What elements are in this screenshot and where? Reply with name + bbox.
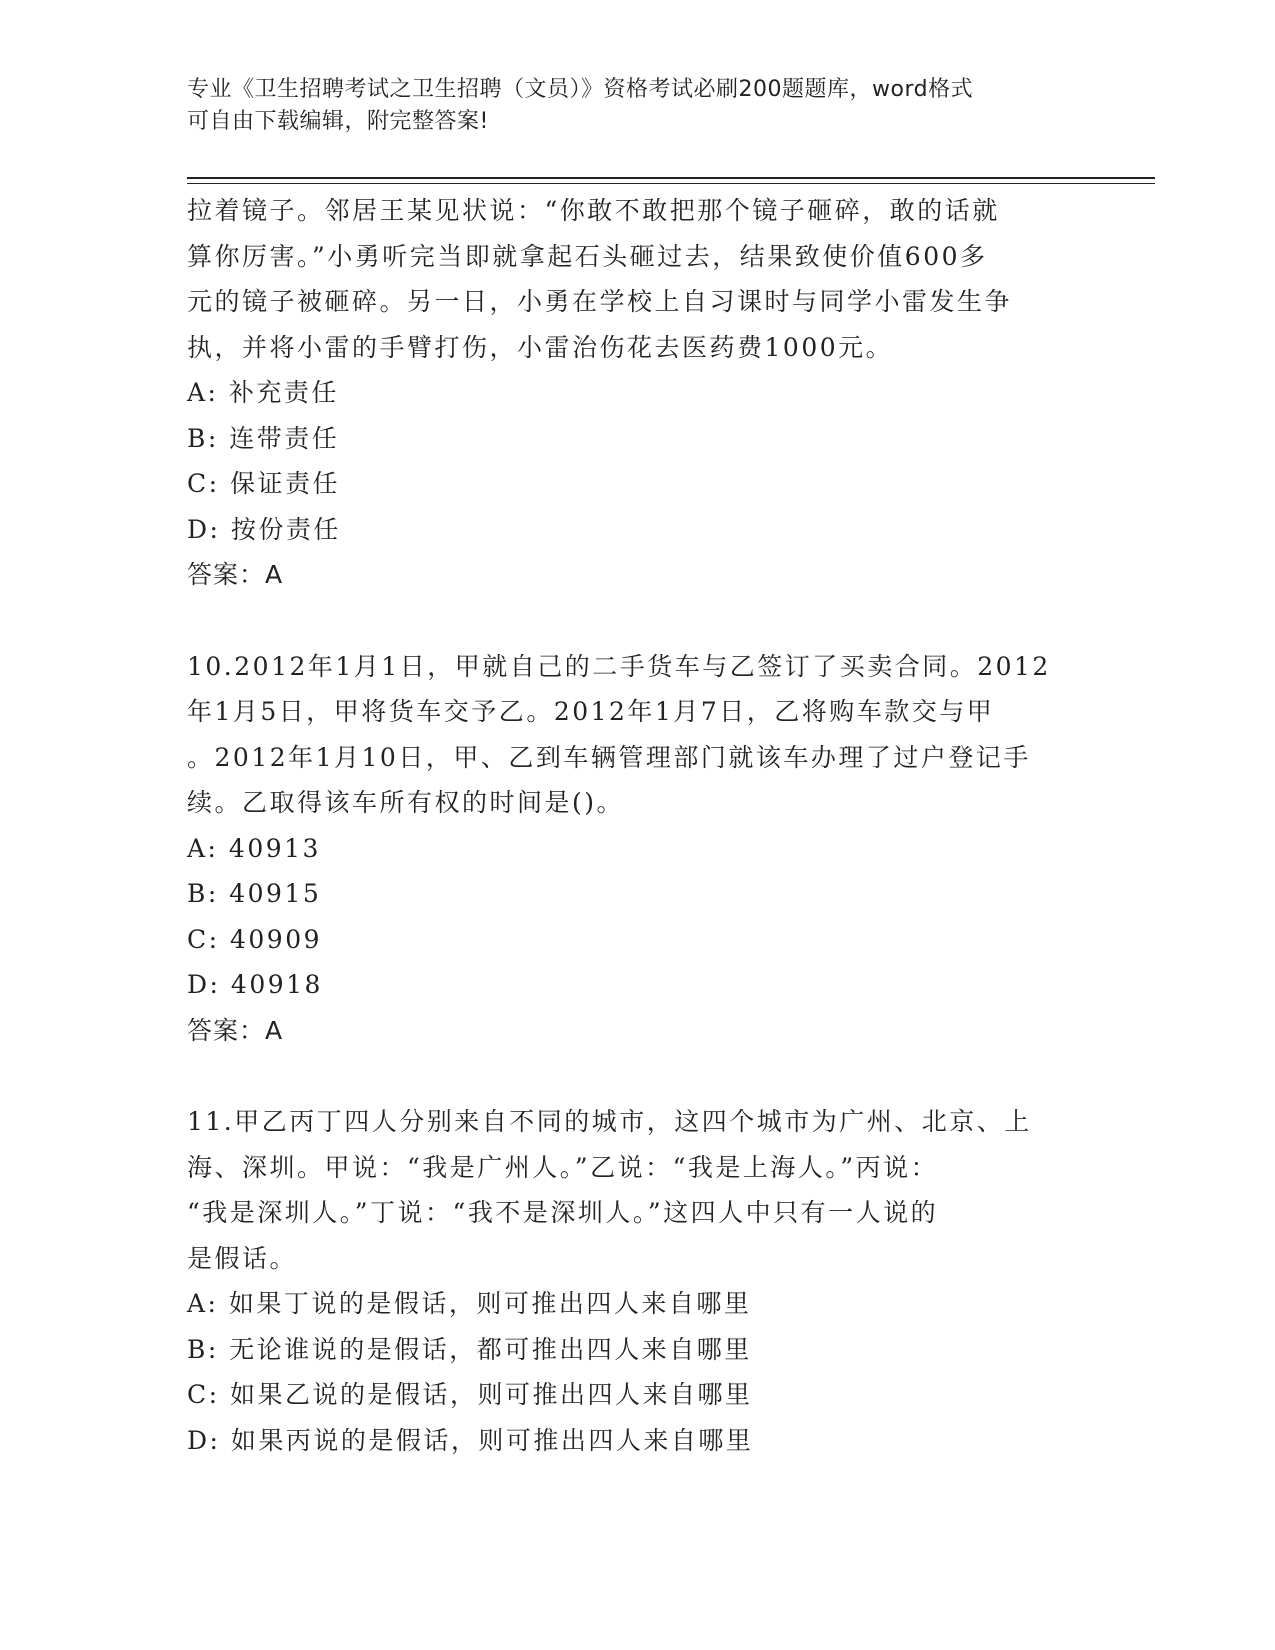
question-11 [187, 1099, 1087, 1463]
document-header [187, 74, 1087, 138]
option-a: A: 补充责任 [187, 378, 339, 407]
stem-line: 续。乙取得该车所有权的时间是()。 [187, 788, 625, 817]
option-b: B: 连带责任 [187, 423, 340, 453]
option-a: A: 40913 [187, 833, 321, 863]
question-stem [187, 1099, 1087, 1281]
answer-line: 答案：A [187, 560, 284, 589]
question-10 [187, 644, 1087, 1054]
option-b: B: 40915 [187, 879, 322, 908]
header-line-1: 专业《卫生招聘考试之卫生招聘（文员）》资格考试必刷200题题库，word格式 [187, 77, 974, 102]
stem-line: 执，并将小雷的手臂打伤，小雷治伤花去医药费1000元。 [187, 332, 894, 362]
stem-line: 10.2012年1月1日，甲就自己的二手货车与乙签订了买卖合同。2012 [187, 651, 1051, 681]
option-c: C: 保证责任 [187, 469, 340, 498]
header-line-2: 可自由下载编辑，附完整答案! [187, 109, 489, 134]
stem-line: 。2012年1月10日，甲、乙到车辆管理部门就该车办理了过户登记手 [187, 742, 1031, 772]
option-a: A: 如果丁说的是假话，则可推出四人来自哪里 [187, 1289, 752, 1318]
document-body [187, 188, 1087, 1463]
option-c: C: 如果乙说的是假话，则可推出四人来自哪里 [187, 1380, 753, 1409]
question-stem [187, 188, 1087, 370]
question-stem [187, 644, 1087, 826]
option-b: B: 无论谁说的是假话，都可推出四人来自哪里 [187, 1334, 752, 1364]
stem-line: 算你厉害。”小勇听完当即就拿起石头砸过去，结果致使价值600多 [187, 241, 988, 271]
question-spacer [187, 1053, 1087, 1099]
option-c: C: 40909 [187, 924, 323, 954]
option-d: D: 40918 [187, 970, 323, 999]
stem-line: “我是深圳人。”丁说：“我不是深圳人。”这四人中只有一人说的 [187, 1198, 939, 1227]
stem-line: 是假话。 [187, 1243, 298, 1273]
stem-line: 海、深圳。甲说：“我是广州人。”乙说：“我是上海人。”丙说： [187, 1152, 939, 1182]
answer-line: 答案：A [187, 1015, 284, 1045]
header-divider-thick [187, 177, 1155, 179]
option-d: D: 如果丙说的是假话，则可推出四人来自哪里 [187, 1425, 754, 1455]
stem-line: 年1月5日，甲将货车交予乙。2012年1月7日，乙将购车款交与甲 [187, 697, 995, 726]
question-9 [187, 188, 1087, 598]
question-spacer [187, 598, 1087, 644]
stem-line: 拉着镜子。邻居王某见状说：“你敢不敢把那个镜子砸碎，敢的话就 [187, 196, 1000, 225]
header-divider-thin [187, 183, 1155, 184]
option-d: D: 按份责任 [187, 514, 341, 544]
stem-line: 元的镜子被砸碎。另一日，小勇在学校上自习课时与同学小雷发生争 [187, 287, 1013, 316]
stem-line: 11.甲乙丙丁四人分别来自不同的城市，这四个城市为广州、北京、上 [187, 1107, 1032, 1136]
